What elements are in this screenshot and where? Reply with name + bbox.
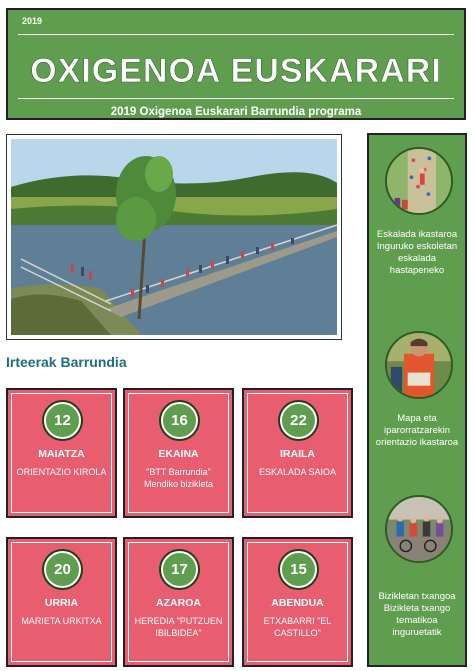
event-day: 16 bbox=[161, 402, 198, 439]
lake-pontoon-walk-photo bbox=[11, 139, 337, 335]
banner-year: 2019 bbox=[22, 16, 43, 26]
sidebar-activity-text: Mapa eta iparorratzarekin orientazio ikastaroa bbox=[375, 413, 459, 448]
cycling-group-photo bbox=[385, 495, 453, 563]
event-card bbox=[242, 537, 353, 667]
event-description: ETXABARRI "EL CASTILLO" bbox=[263, 616, 332, 638]
main-photo bbox=[6, 134, 342, 340]
event-month: EKAINA bbox=[158, 448, 199, 460]
event-description: ESKALADA SAIOA bbox=[258, 467, 337, 477]
event-month: IRAILA bbox=[280, 448, 315, 460]
event-day: 12 bbox=[44, 402, 81, 439]
banner-rule-bottom bbox=[18, 98, 454, 99]
event-day: 15 bbox=[280, 551, 317, 588]
event-month: URRIA bbox=[44, 597, 79, 609]
section-title: Irteerak Barrundia bbox=[6, 354, 127, 370]
event-card bbox=[123, 537, 234, 667]
sidebar-activity-text: Bizikletan txangoa Bizikleta txango tematikoa inguruetatik bbox=[378, 591, 456, 638]
event-day: 20 bbox=[44, 551, 81, 588]
banner-title: OXIGENOA EUSKARARI bbox=[30, 52, 442, 90]
orienteering-map-photo bbox=[385, 331, 453, 399]
header-banner bbox=[6, 8, 466, 120]
event-card bbox=[242, 388, 353, 518]
event-description: ORIENTAZIO KIROLA bbox=[16, 467, 107, 477]
event-description: "BTT Barrundia" Mendiko bizikleta bbox=[143, 467, 214, 489]
activities-sidebar bbox=[367, 133, 467, 667]
event-card bbox=[6, 537, 117, 667]
climbing-wall-photo bbox=[385, 147, 453, 215]
event-day: 17 bbox=[161, 551, 198, 588]
event-card bbox=[123, 388, 234, 518]
event-description: MARIETA URKITXA bbox=[21, 616, 102, 626]
event-month: AZAROA bbox=[156, 597, 201, 609]
sidebar-activity-text: Eskalada ikastaroa Inguruko eskoletan eskalada hastapeneko bbox=[376, 229, 458, 276]
banner-subtitle: 2019 Oxigenoa Euskarari Barrundia programa bbox=[110, 106, 362, 118]
banner-rule-top bbox=[18, 34, 454, 35]
event-month: MAIATZA bbox=[38, 448, 85, 460]
event-card bbox=[6, 388, 117, 518]
event-month: ABENDUA bbox=[271, 597, 324, 609]
event-day: 22 bbox=[280, 402, 317, 439]
event-description: HEREDIA "PUTZUEN IBILBIDEA" bbox=[134, 616, 223, 638]
